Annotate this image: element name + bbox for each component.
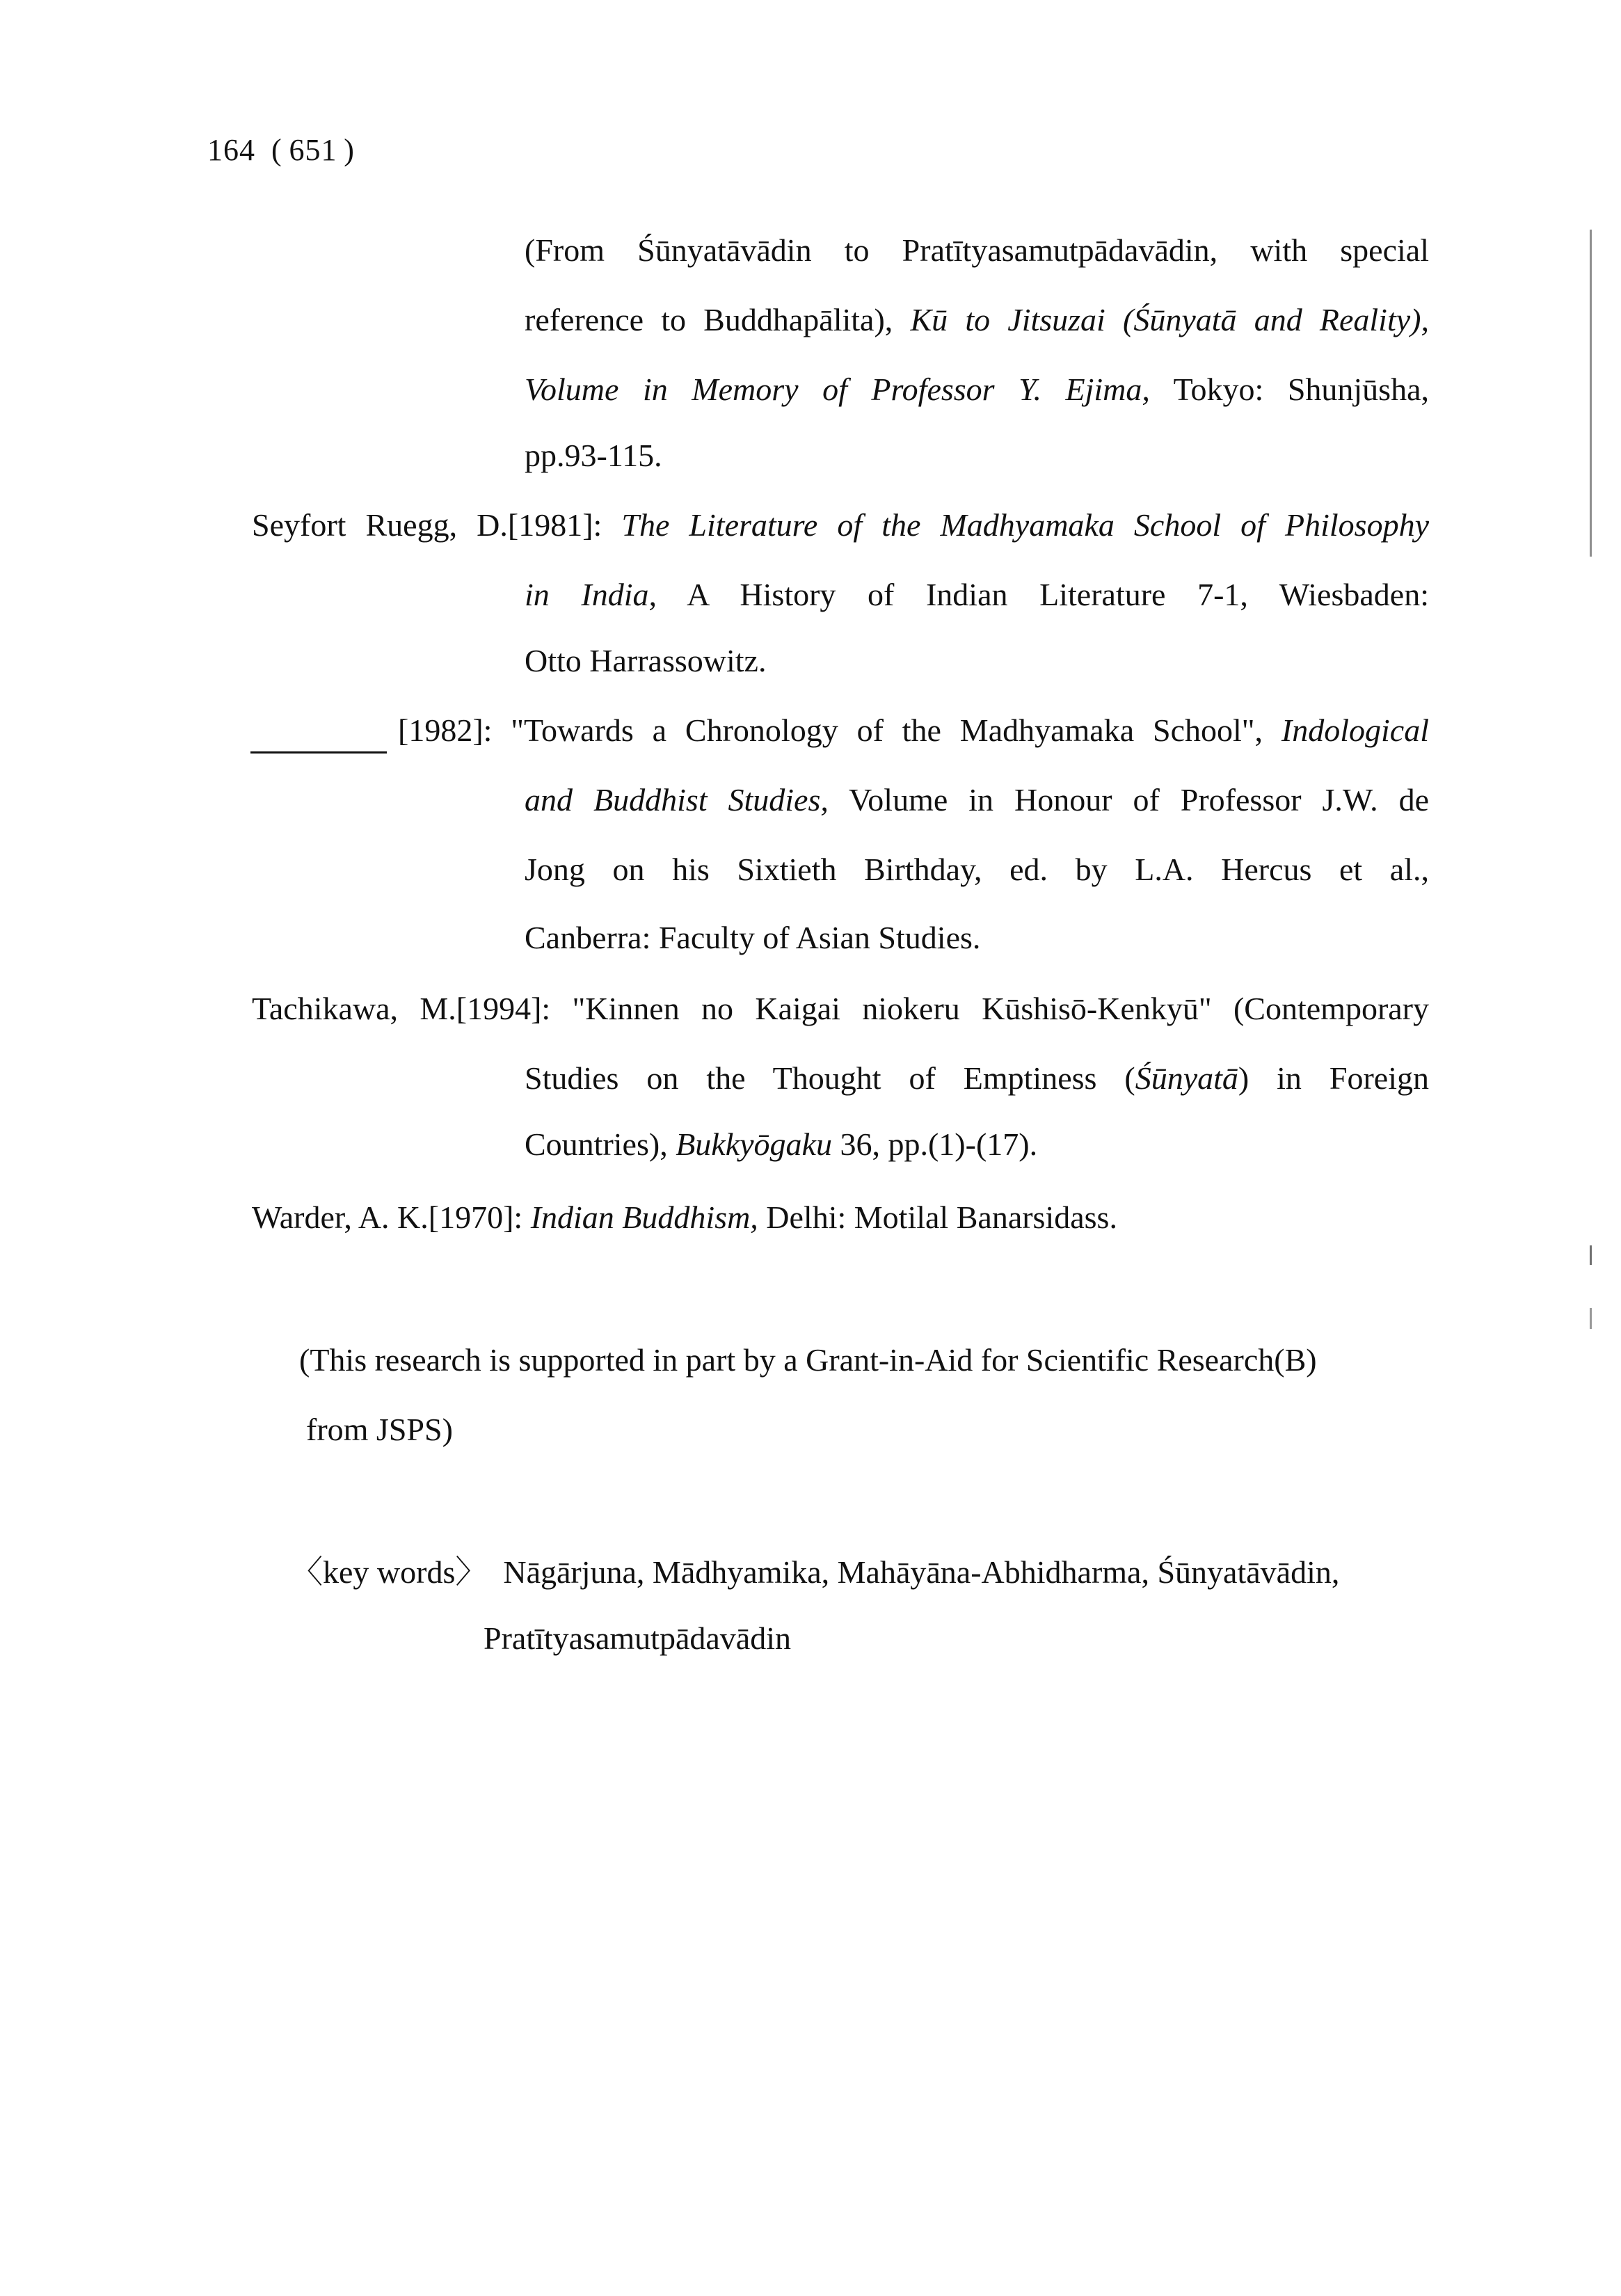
ditto-author-dash (250, 751, 387, 754)
reference-line: Otto Harrassowitz. (525, 643, 767, 678)
page-number: 164 ( 651 ) (207, 133, 355, 167)
scan-edge-mark (1590, 1245, 1592, 1265)
reference-line: Studies on the Thought of Emptiness (Śūnyatā) in Foreign (525, 1060, 1429, 1096)
grant-note-line-1: (This research is supported in part by a Grant-in-Aid for Scientific Research(B) (299, 1342, 1317, 1378)
reference-entry-seyfort-1981: Seyfort Ruegg, D.[1981]: The Literature of the Madhyamaka School of Philosophy (252, 507, 1429, 543)
reference-line: Canberra: Faculty of Asian Studies. (525, 920, 981, 955)
keywords-line-2: Pratītyasamutpādavādin (484, 1620, 791, 1656)
keywords-line (291, 1552, 1339, 1593)
reference-entry-warder-1970: Warder, A. K.[1970]: Indian Buddhism, Delhi: Motilal Banarsidass. (252, 1199, 1117, 1235)
reference-line: Countries), Bukkyōgaku 36, pp.(1)-(17). (525, 1126, 1038, 1162)
reference-entry-tachikawa-1994: Tachikawa, M.[1994]: "Kinnen no Kaigai niokeru Kūshisō-Kenkyū" (Contemporary (252, 991, 1429, 1026)
reference-line: pp.93-115. (525, 438, 662, 473)
reference-line: (From Śūnyatāvādin to Pratītyasamutpādavādin, with special (525, 232, 1429, 268)
scan-edge-mark (1590, 230, 1592, 557)
reference-line: reference to Buddhapālita), Kū to Jitsuzai (Śūnyatā and Reality), (525, 302, 1429, 337)
reference-line: Volume in Memory of Professor Y. Ejima, Tokyo: Shunjūsha, (525, 372, 1429, 407)
keywords-list: Nāgārjuna, Mādhyamika, Mahāyāna-Abhidharma, Śūnyatāvādin, (503, 1554, 1340, 1590)
grant-note-line-2: from JSPS) (306, 1412, 453, 1447)
scan-edge-mark (1590, 1308, 1592, 1329)
keywords-label: 〈key words〉 (291, 1554, 488, 1590)
reference-line: and Buddhist Studies, Volume in Honour of Professor J.W. de (525, 782, 1429, 818)
reference-entry-seyfort-1982: [1982]: "Towards a Chronology of the Madhyamaka School", Indological (398, 712, 1429, 748)
reference-line: in India, A History of Indian Literature 7-1, Wiesbaden: (525, 577, 1429, 612)
reference-line: Jong on his Sixtieth Birthday, ed. by L.A. Hercus et al., (525, 852, 1429, 887)
